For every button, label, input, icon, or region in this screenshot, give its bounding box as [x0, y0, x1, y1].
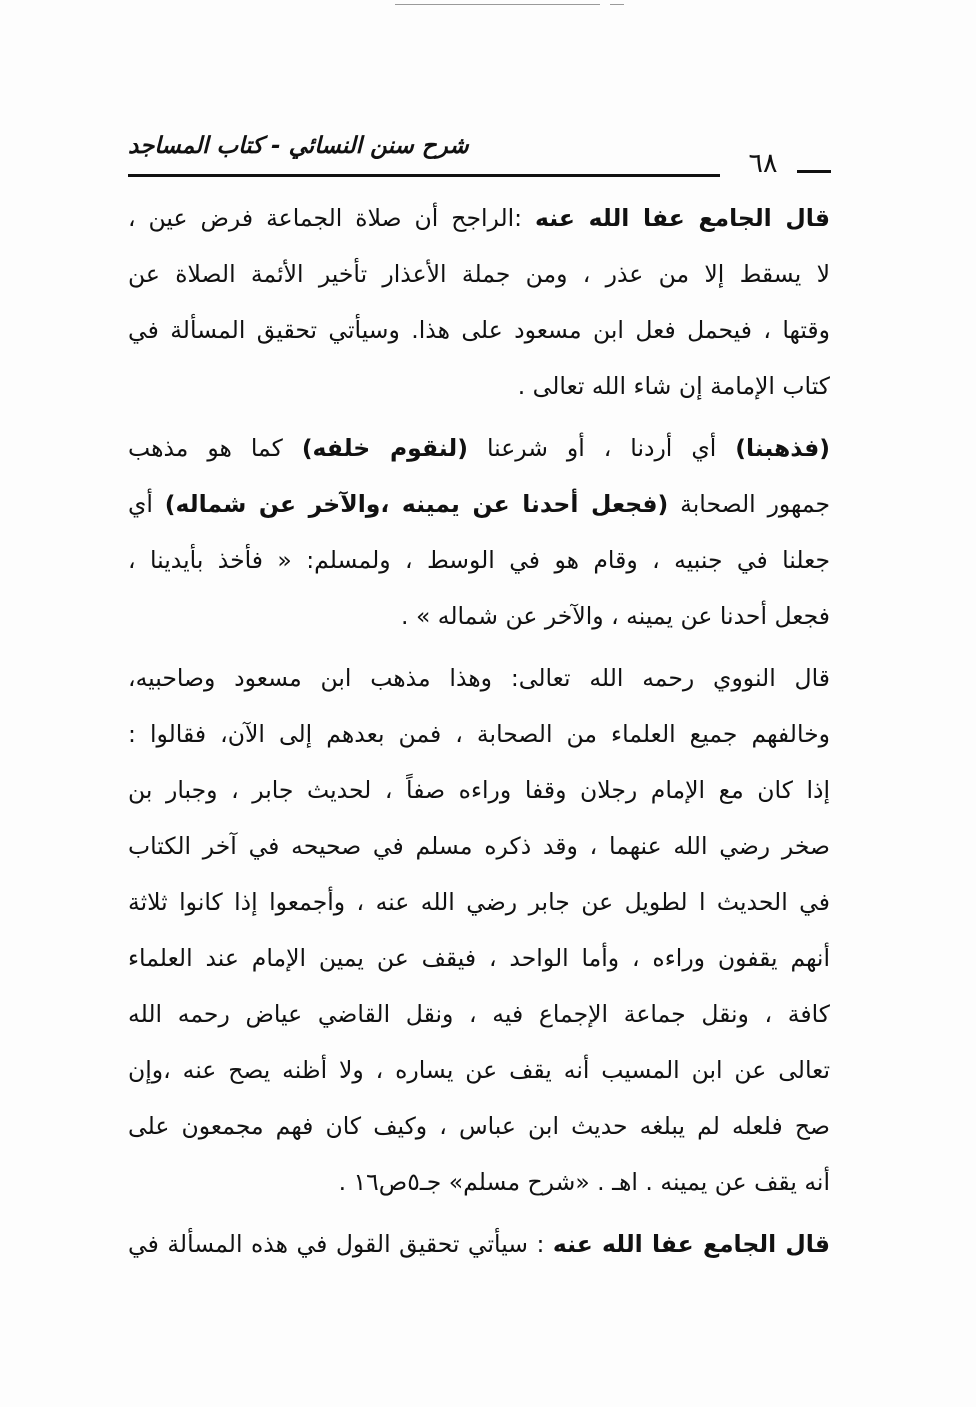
page-number: ٦٨ [748, 148, 778, 179]
text-line: قال النووي رحمه الله تعالى: وهذا مذهب ابن مسعود وصاحبيه، [128, 664, 830, 692]
bold-phrase: قال الجامع عفا الله عنه [552, 1230, 831, 1258]
text-line: فجعل أحدنا عن يمينه ، والآخر عن شماله » . [401, 602, 830, 630]
text-line: كتاب الإمامة إن شاء الله تعالى . [517, 372, 830, 400]
bold-phrase: قال الجامع عفا الله عنه [535, 204, 830, 232]
page-body [128, 190, 830, 1278]
text-line: كافة ، ونقل جماعة الإجماع فيه ، ونقل القاضي عياض رحمه الله [128, 1000, 830, 1028]
text-line: تعالى عن ابن المسيب أنه يقف عن يساره ، ولا أظنه يصح عنه ،وإن [128, 1056, 830, 1084]
text-segment: :الراجح أن صلاة الجماعة فرض عين ، [128, 204, 536, 232]
scan-artifact-line [395, 4, 600, 5]
text-line: في الحديث ا لطويل عن جابر رضي الله عنه ، وأجمعوا إذا كانوا ثلاثة [128, 888, 830, 916]
page-number-dash [797, 170, 831, 173]
text-line: جعلنا في جنبيه ، وقام هو في الوسط ، ولمسلم: « فأخذ بأيدينا ، [128, 546, 830, 574]
bold-phrase: (فذهبنا) [735, 434, 830, 462]
text-line: وقتها ، فيحمل فعل ابن مسعود على هذا. وسيأتي تحقيق المسألة في [128, 316, 830, 344]
paragraph [128, 1216, 830, 1272]
text-line [128, 476, 830, 532]
paragraph [128, 650, 830, 1210]
text-line [128, 190, 830, 246]
bold-phrase: (فجعل أحدنا عن يمينه ،والآخر عن شماله) [164, 490, 669, 518]
paragraph [128, 420, 830, 644]
running-title: شرح سنن النسائي - كتاب المساجد [128, 133, 469, 159]
text-line [128, 420, 830, 476]
text-line: صح فلعله لم يبلغه حديث ابن عباس ، وكيف كان فهم مجمعون على [128, 1112, 830, 1140]
text-line: أنه يقف عن يمينه . اهـ . «شرح مسلم» جـ٥ص١٦ . [338, 1168, 830, 1196]
scan-artifact-line [610, 4, 624, 5]
text-line: إذا كان مع الإمام رجلان وقفا وراءه صفاً ، لحديث جابر ، وجبار بن [128, 776, 830, 804]
text-segment: كما هو مذهب [128, 434, 302, 462]
text-line: أنهم يقفون وراءه ، وأما الواحد ، فيقف عن يمين الإمام عند العلماء [128, 944, 830, 972]
bold-phrase: (لنقوم خلفه) [301, 434, 468, 462]
text-segment: أي أردنا ، أو شرعنا [467, 434, 736, 462]
text-line: وخالفهم جميع العلماء من الصحابة ، فمن بعدهم إلى الآن، فقالوا : [128, 720, 830, 748]
text-line: لا يسقط إلا من عذر ، ومن جملة الأعذار تأخير الأئمة الصلاة عن [128, 260, 830, 288]
text-line: صخر رضي الله عنهما ، وقد ذكره مسلم في صحيحه في آخر الكتاب [128, 832, 830, 860]
text-line [128, 1216, 830, 1272]
paragraph [128, 190, 830, 414]
text-segment: جمهور الصحابة [668, 490, 831, 518]
text-segment: أي [128, 490, 165, 518]
header-rule [128, 174, 720, 177]
text-segment: : سيأتي تحقيق القول في هذه المسألة في [128, 1230, 553, 1258]
